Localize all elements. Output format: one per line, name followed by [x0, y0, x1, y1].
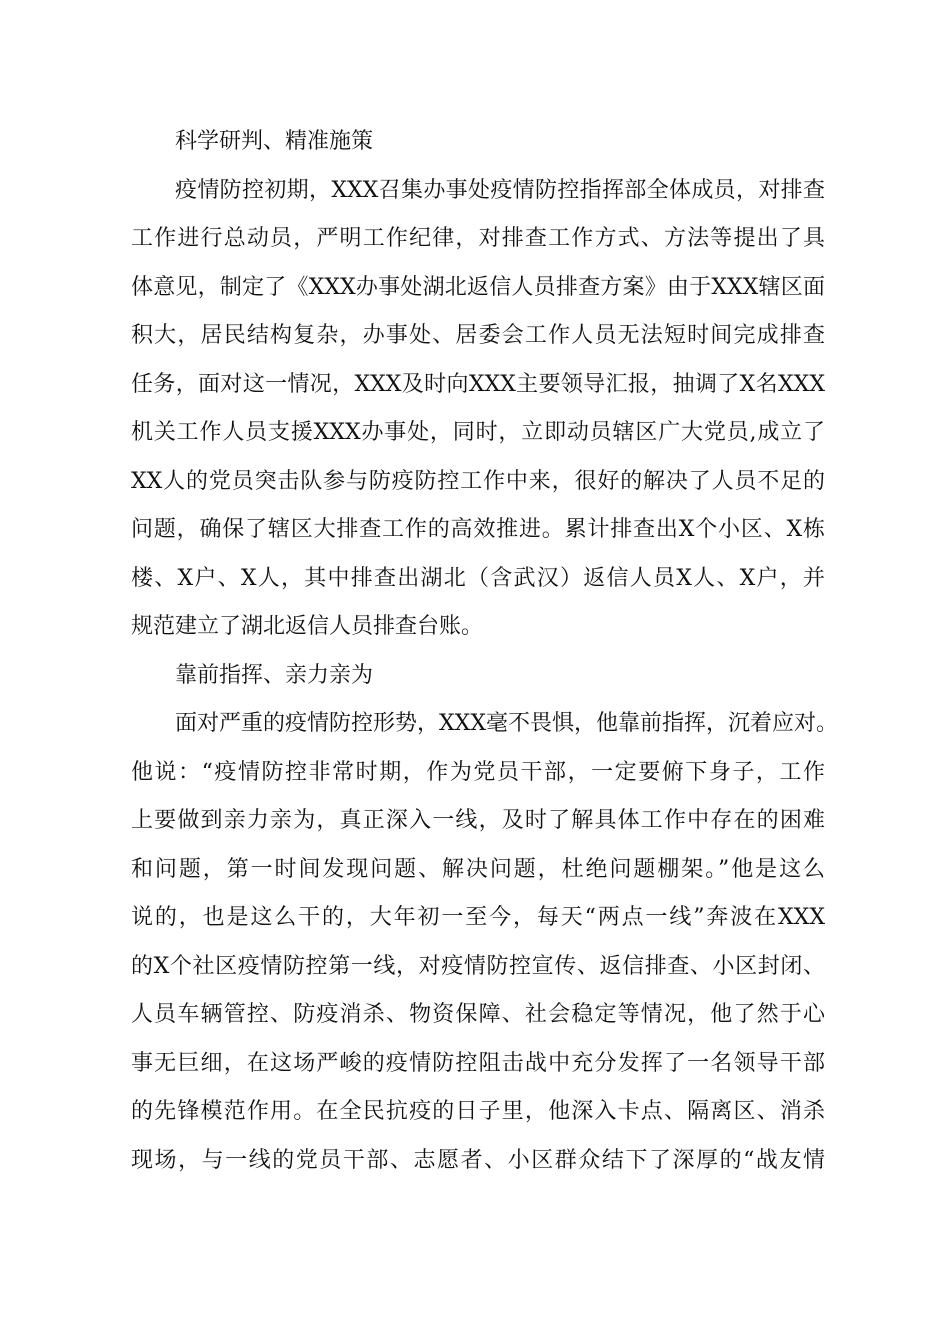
paragraph-line: 疫情防控初期，XXX召集办事处疫情防控指挥部全体成员，对排查: [175, 177, 825, 203]
section-heading: 科学研判、精准施策: [175, 129, 374, 154]
paragraph-line: 上要做到亲力亲为，真正深入一线，及时了解具体工作中存在的困难: [131, 808, 825, 833]
paragraph-line: 说的，也是这么干的，大年初一至今，每天“两点一线”奔波在XXX: [131, 905, 825, 930]
paragraph-line: 机关工作人员支援XXX办事处，同时，立即动员辖区广大党员,成立了: [131, 420, 825, 445]
paragraph-line: 他说：“疫情防控非常时期，作为党员干部，一定要俯下身子，工作: [131, 759, 825, 785]
paragraph-line: 事无巨细，在这场严峻的疫情防控阻击战中充分发挥了一名领导干部: [131, 1050, 825, 1076]
paragraph-line: 现场，与一线的党员干部、志愿者、小区群众结下了深厚的“战友情: [131, 1147, 825, 1173]
section-heading: 靠前指挥、亲力亲为: [175, 662, 374, 688]
paragraph-line: 的X个社区疫情防控第一线，对疫情防控宣传、返信排查、小区封闭、: [131, 953, 825, 979]
paragraph-line: 人员车辆管控、防疫消杀、物资保障、社会稳定等情况，他了然于心: [131, 1002, 825, 1027]
paragraph-line: 积大，居民结构复杂，办事处、居委会工作人员无法短时间完成排查: [131, 323, 825, 348]
paragraph-line: XX人的党员突击队参与防疫防控工作中来，很好的解决了人员不足的: [131, 468, 825, 494]
paragraph-line: 工作进行总动员，严明工作纪律，对排查工作方式、方法等提出了具: [131, 226, 825, 251]
paragraph-line: 规范建立了湖北返信人员排查台账。: [131, 614, 484, 639]
paragraph-line: 问题，确保了辖区大排查工作的高效推进。累计排查出X个小区、X栋: [131, 517, 825, 542]
paragraph-line: 和问题，第一时间发现问题、解决问题，杜绝问题棚架。”他是这么: [131, 856, 825, 882]
document-body: [131, 118, 838, 1185]
paragraph-line: 楼、X户、X人，其中排查出湖北（含武汉）返信人员X人、X户，并: [131, 565, 825, 591]
paragraph-line: 面对严重的疫情防控形势，XXX毫不畏惧，他靠前指挥，沉着应对。: [175, 711, 838, 736]
paragraph-line: 体意见，制定了《XXX办事处湖北返信人员排查方案》由于XXX辖区面: [131, 274, 825, 300]
paragraph-line: 任务，面对这一情况，XXX及时向XXX主要领导汇报，抽调了X名XXX: [131, 371, 825, 397]
paragraph-line: 的先锋模范作用。在全民抗疫的日子里，他深入卡点、隔离区、消杀: [131, 1099, 825, 1124]
